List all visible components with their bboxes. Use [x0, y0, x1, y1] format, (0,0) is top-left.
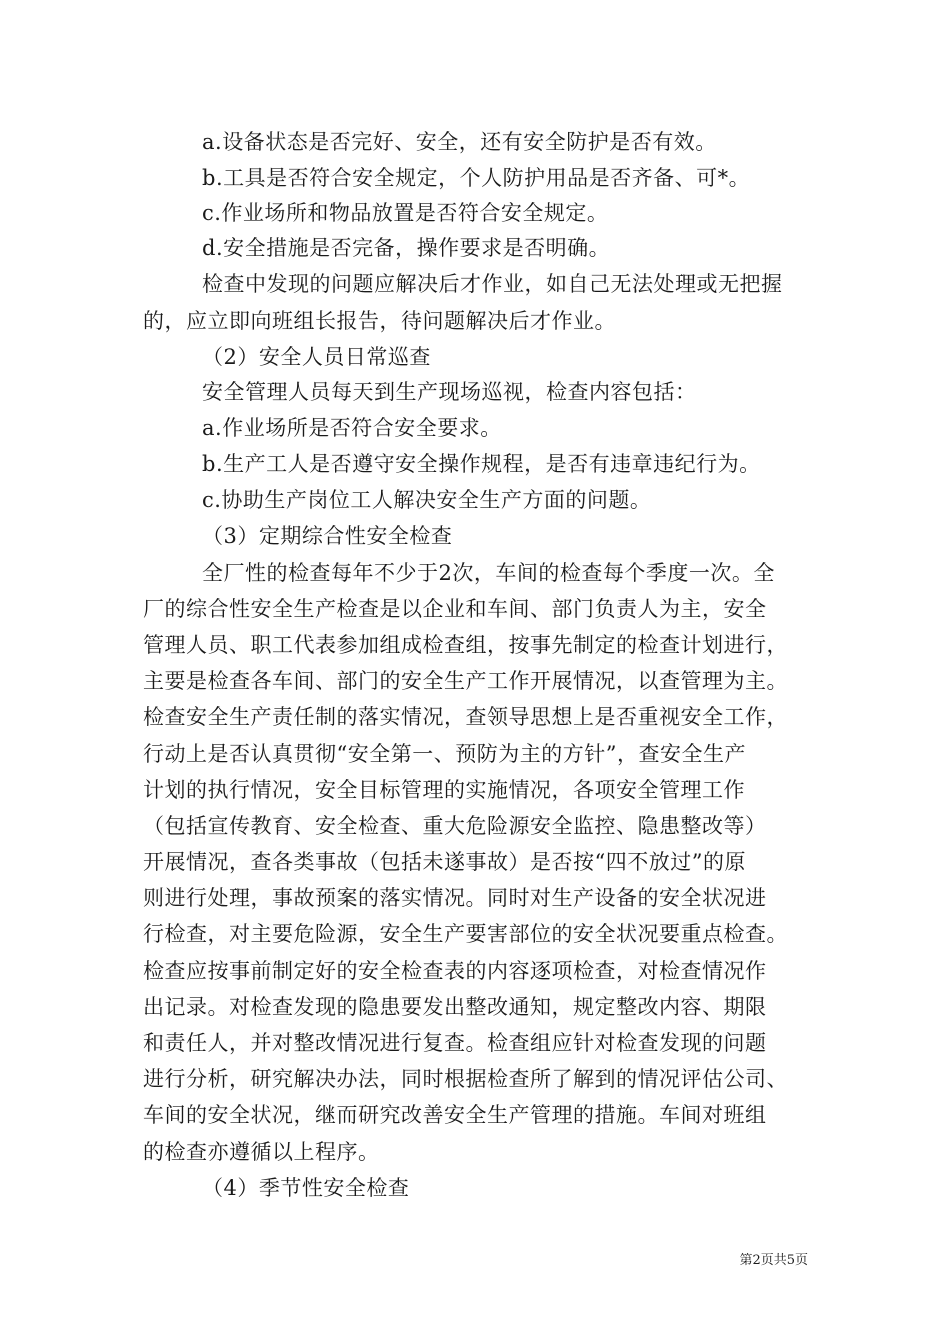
- text-line: 厂的综合性安全生产检查是以企业和车间、部门负责人为主，安全: [143, 597, 767, 621]
- text-line: 计划的执行情况，安全目标管理的实施情况，各项安全管理工作: [143, 778, 745, 802]
- text-line: 全厂性的检查每年不少于2次，车间的检查每个季度一次。全: [202, 561, 775, 585]
- text-line: 行动上是否认真贯彻“安全第一、预防为主的方针”，查安全生产: [143, 742, 746, 766]
- text-line: a.设备状态是否完好、安全，还有安全防护是否有效。: [202, 130, 717, 154]
- text-line: 管理人员、职工代表参加组成检查组，按事先制定的检查计划进行，: [143, 633, 788, 657]
- text-line: a.作业场所是否符合安全要求。: [202, 416, 502, 440]
- text-line: 安全管理人员每天到生产现场巡视，检查内容包括：: [202, 380, 697, 404]
- text-line: 检查应按事前制定好的安全检查表的内容逐项检查，对检查情况作: [143, 959, 767, 983]
- text-line: c.协助生产岗位工人解决安全生产方面的问题。: [202, 488, 652, 512]
- section-heading: （3）定期综合性安全检查: [202, 524, 453, 548]
- text-line: 则进行处理，事故预案的落实情况。同时对生产设备的安全状况进: [143, 886, 767, 910]
- text-line: 进行分析，研究解决办法，同时根据检查所了解到的情况评估公司、: [143, 1067, 788, 1091]
- text-line: 车间的安全状况，继而研究改善安全生产管理的措施。车间对班组: [143, 1103, 767, 1127]
- text-line: c.作业场所和物品放置是否符合安全规定。: [202, 201, 609, 225]
- text-line: 行检查，对主要危险源，安全生产要害部位的安全状况要重点检查。: [143, 922, 788, 946]
- text-line: b.生产工人是否遵守安全操作规程，是否有违章违纪行为。: [202, 452, 761, 476]
- text-line: 的检查亦遵循以上程序。: [143, 1140, 380, 1164]
- text-line: 开展情况，查各类事故（包括未遂事故）是否按“四不放过”的原: [143, 850, 746, 874]
- text-line: d.安全措施是否完备，操作要求是否明确。: [202, 236, 611, 260]
- text-line: 主要是检查各车间、部门的安全生产工作开展情况，以查管理为主。: [143, 669, 788, 693]
- text-line: 出记录。对检查发现的隐患要发出整改通知，规定整改内容、期限: [143, 995, 767, 1019]
- text-line: 检查中发现的问题应解决后才作业，如自己无法处理或无把握: [202, 272, 783, 296]
- text-line: b.工具是否符合安全规定，个人防护用品是否齐备、可*。: [202, 166, 751, 190]
- text-line: （包括宣传教育、安全检查、重大危险源安全监控、隐患整改等）: [143, 814, 767, 838]
- text-line: 的，应立即向班组长报告，待问题解决后才作业。: [143, 309, 616, 333]
- section-heading: （2）安全人员日常巡查: [202, 345, 431, 369]
- text-line: 和责任人，并对整改情况进行复查。检查组应针对检查发现的问题: [143, 1031, 767, 1055]
- section-heading: （4）季节性安全检查: [202, 1176, 410, 1200]
- page-number: 第2页共5页: [739, 1253, 808, 1268]
- text-line: 检查安全生产责任制的落实情况，查领导思想上是否重视安全工作，: [143, 705, 788, 729]
